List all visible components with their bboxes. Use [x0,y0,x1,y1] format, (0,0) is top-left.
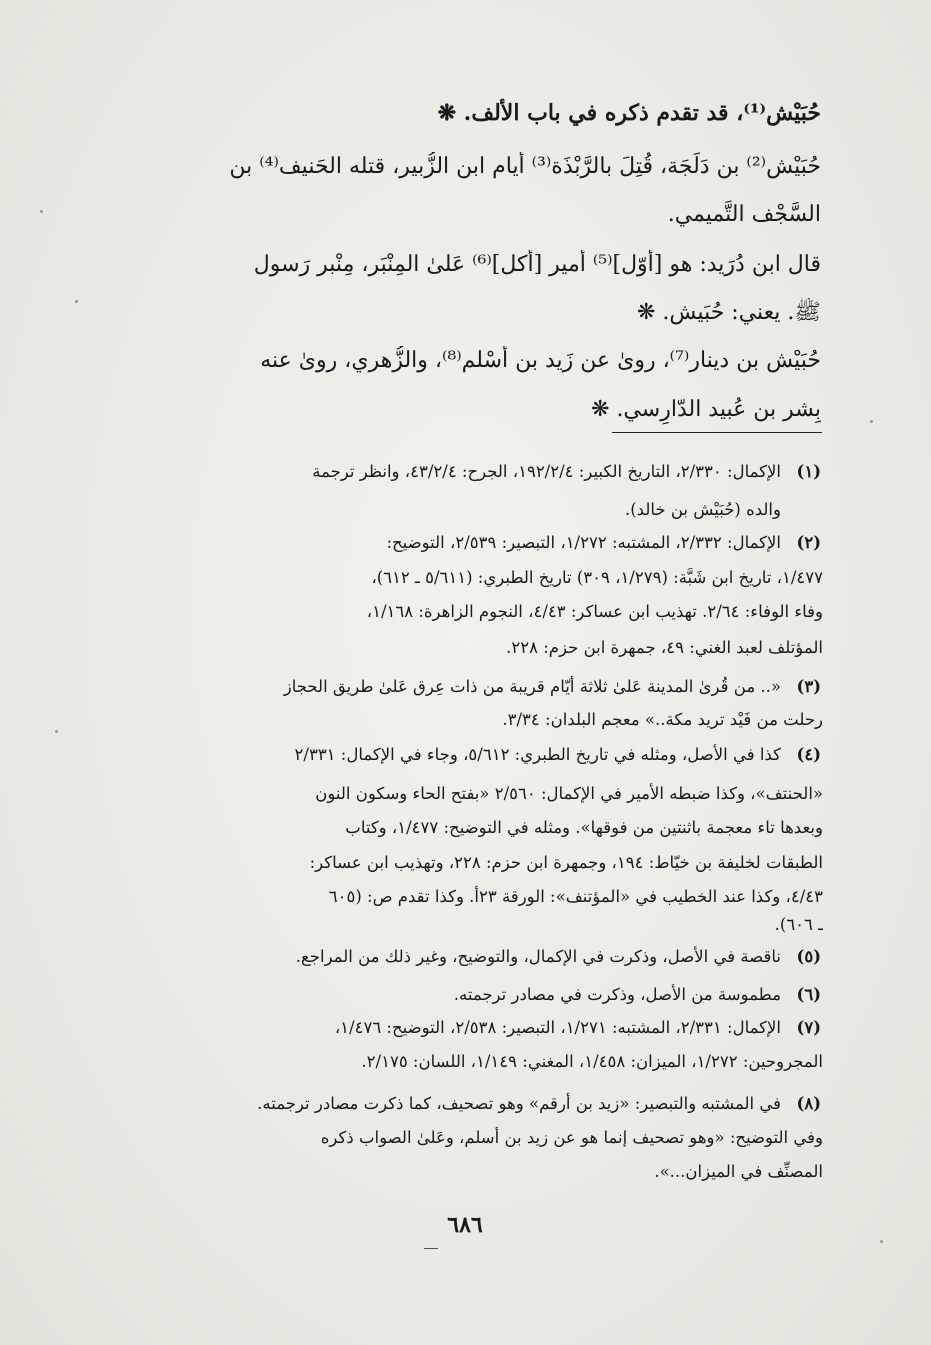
footnote-number-6: (٦) [796,985,821,1004]
entry-line-4: قال ابن دُرَيد: هو [أوّل]⁽⁵⁾ أمير [أكل]⁽⁶⁾ عَلىٰ المِنْبَر، مِنْبر رَسول [253,252,821,277]
scan-speck [880,1240,883,1243]
footnote-4-line-1: كذا في الأصل، ومثله في تاريخ الطبري: ٥/٦١٢، وجاء في الإكمال: ٢/٣٣١ [294,745,781,764]
footnote-4-line-6: ـ ٦٠٦). [774,915,823,934]
footnote-1-line-1: الإكمال: ٢/٣٣٠، التاريخ الكبير: ١٩٢/٢/٤، الجرح: ٤٣/٢/٤، وانظر ترجمة [312,462,781,481]
footnote-number-8: (٨) [796,1094,821,1113]
scan-speck [75,300,78,303]
entry-line-2: حُبَيْش⁽²⁾ بن دَلَجَة، قُتِلَ بالرَّبْذَة⁽³⁾ أيام ابن الزُّبير، قتله الحَنيف⁽⁴⁾ بن [229,154,821,179]
scan-speck [870,420,873,423]
footnote-number-3: (٣) [796,677,821,696]
footnote-3-line-2: رحلت من فَيْد تريد مكة..» معجم البلدان: ٣/٣٤. [502,710,823,729]
entry-line-5: ﷺ. يعني: حُبَيش. ❋ [636,300,821,325]
scan-speck [55,730,58,733]
entry-line-3: السَّجْف التَّميمي. [667,202,821,227]
footnote-number-2: (٢) [796,533,821,552]
footnote-1-line-2: والده (حُبَيْش بن خالد). [624,500,781,519]
entry-line-7: بِشر بن عُبيد الدّارِسي. ❋ [591,397,821,422]
footnote-8-line-1: في المشتبه والتبصير: «زيد بن أرقم» وهو تصحيف، كما ذكرت مصادر ترجمته. [257,1094,781,1113]
footnote-number-4: (٤) [796,745,821,764]
footnote-number-5: (٥) [796,947,821,966]
footnote-8-line-3: المصنِّف في الميزان...». [654,1162,823,1181]
footnote-2-line-4: المؤتلف لعبد الغني: ٤٩، جمهرة ابن حزم: ٢٢٨. [506,638,823,657]
footnote-divider [612,432,822,433]
footnote-2-line-1: الإكمال: ٢/٣٣٢، المشتبه: ١/٢٧٢، التبصير: ٢/٥٣٩، التوضيح: [386,533,781,552]
footnote-4-line-2: «الحنتف»، وكذا ضبطه الأمير في الإكمال: ٢/٥٦٠ «بفتح الحاء وسكون النون [315,784,823,803]
footnote-3-line-1: «.. من قُرىٰ المدينة عَلىٰ ثلاثة أيّام قريبة من ذات عِرق عَلىٰ طريق الحجاز [283,677,781,696]
footnote-4-line-4: الطبقات لخليفة بن خيّاط: ١٩٤، وجمهرة ابن حزم: ٢٢٨، وتهذيب ابن عساكر: [309,853,823,872]
footnote-6-line-1: مطموسة من الأصل، وذكرت في مصادر ترجمته. [453,985,781,1004]
footnote-7-line-2: المجروحين: ١/٢٧٢، الميزان: ١/٤٥٨، المغني: ١/١٤٩، اللسان: ٢/١٧٥. [361,1052,823,1071]
footnote-8-line-2: وفي التوضيح: «وهو تصحيف إنما هو عن زيد بن أسلم، وعَلىٰ الصواب ذكره [320,1128,823,1147]
footnote-5-line-1: ناقصة في الأصل، وذكرت في الإكمال، والتوضيح، وغير ذلك من المراجع. [295,947,781,966]
footnote-4-line-3: وبعدها تاء معجمة باثنتين من فوقها». ومثله في التوضيح: ١/٤٧٧، وكتاب [345,818,823,837]
entry-line-1: حُبَيْش⁽¹⁾، قد تقدم ذكره في باب الألف. ❋ [437,100,821,126]
footnote-number-1: (١) [796,462,821,481]
footnote-2-line-2: ١/٤٧٧، تاريخ ابن شَبَّة: (١/٢٧٩، ٣٠٩) تاريخ الطبري: (٥/٦١١ ـ ٦١٢)، [371,568,823,587]
page-number-dash [424,1248,438,1249]
entry-line-6: حُبَيْش بن دينار⁽⁷⁾، روىٰ عن زَيد بن أَسْلم⁽⁸⁾، والزُّهري، روىٰ عنه [260,348,821,373]
page-number: ٦٨٦ [447,1212,483,1238]
scan-speck [40,210,43,213]
footnote-4-line-5: ٤/٤٣، وكذا عند الخطيب في «المؤتنف»: الورقة ٢٣أ. وكذا تقدم ص: (٦٠٥ [328,887,823,906]
footnote-number-7: (٧) [796,1018,821,1037]
footnote-7-line-1: الإكمال: ٢/٣٣١، المشتبه: ١/٢٧١، التبصير: ٢/٥٣٨، التوضيح: ١/٤٧٦، [334,1018,781,1037]
footnote-2-line-3: وفاء الوفاء: ٢/٦٤. تهذيب ابن عساكر: ٤/٤٣، النجوم الزاهرة: ١/١٦٨، [366,602,823,621]
